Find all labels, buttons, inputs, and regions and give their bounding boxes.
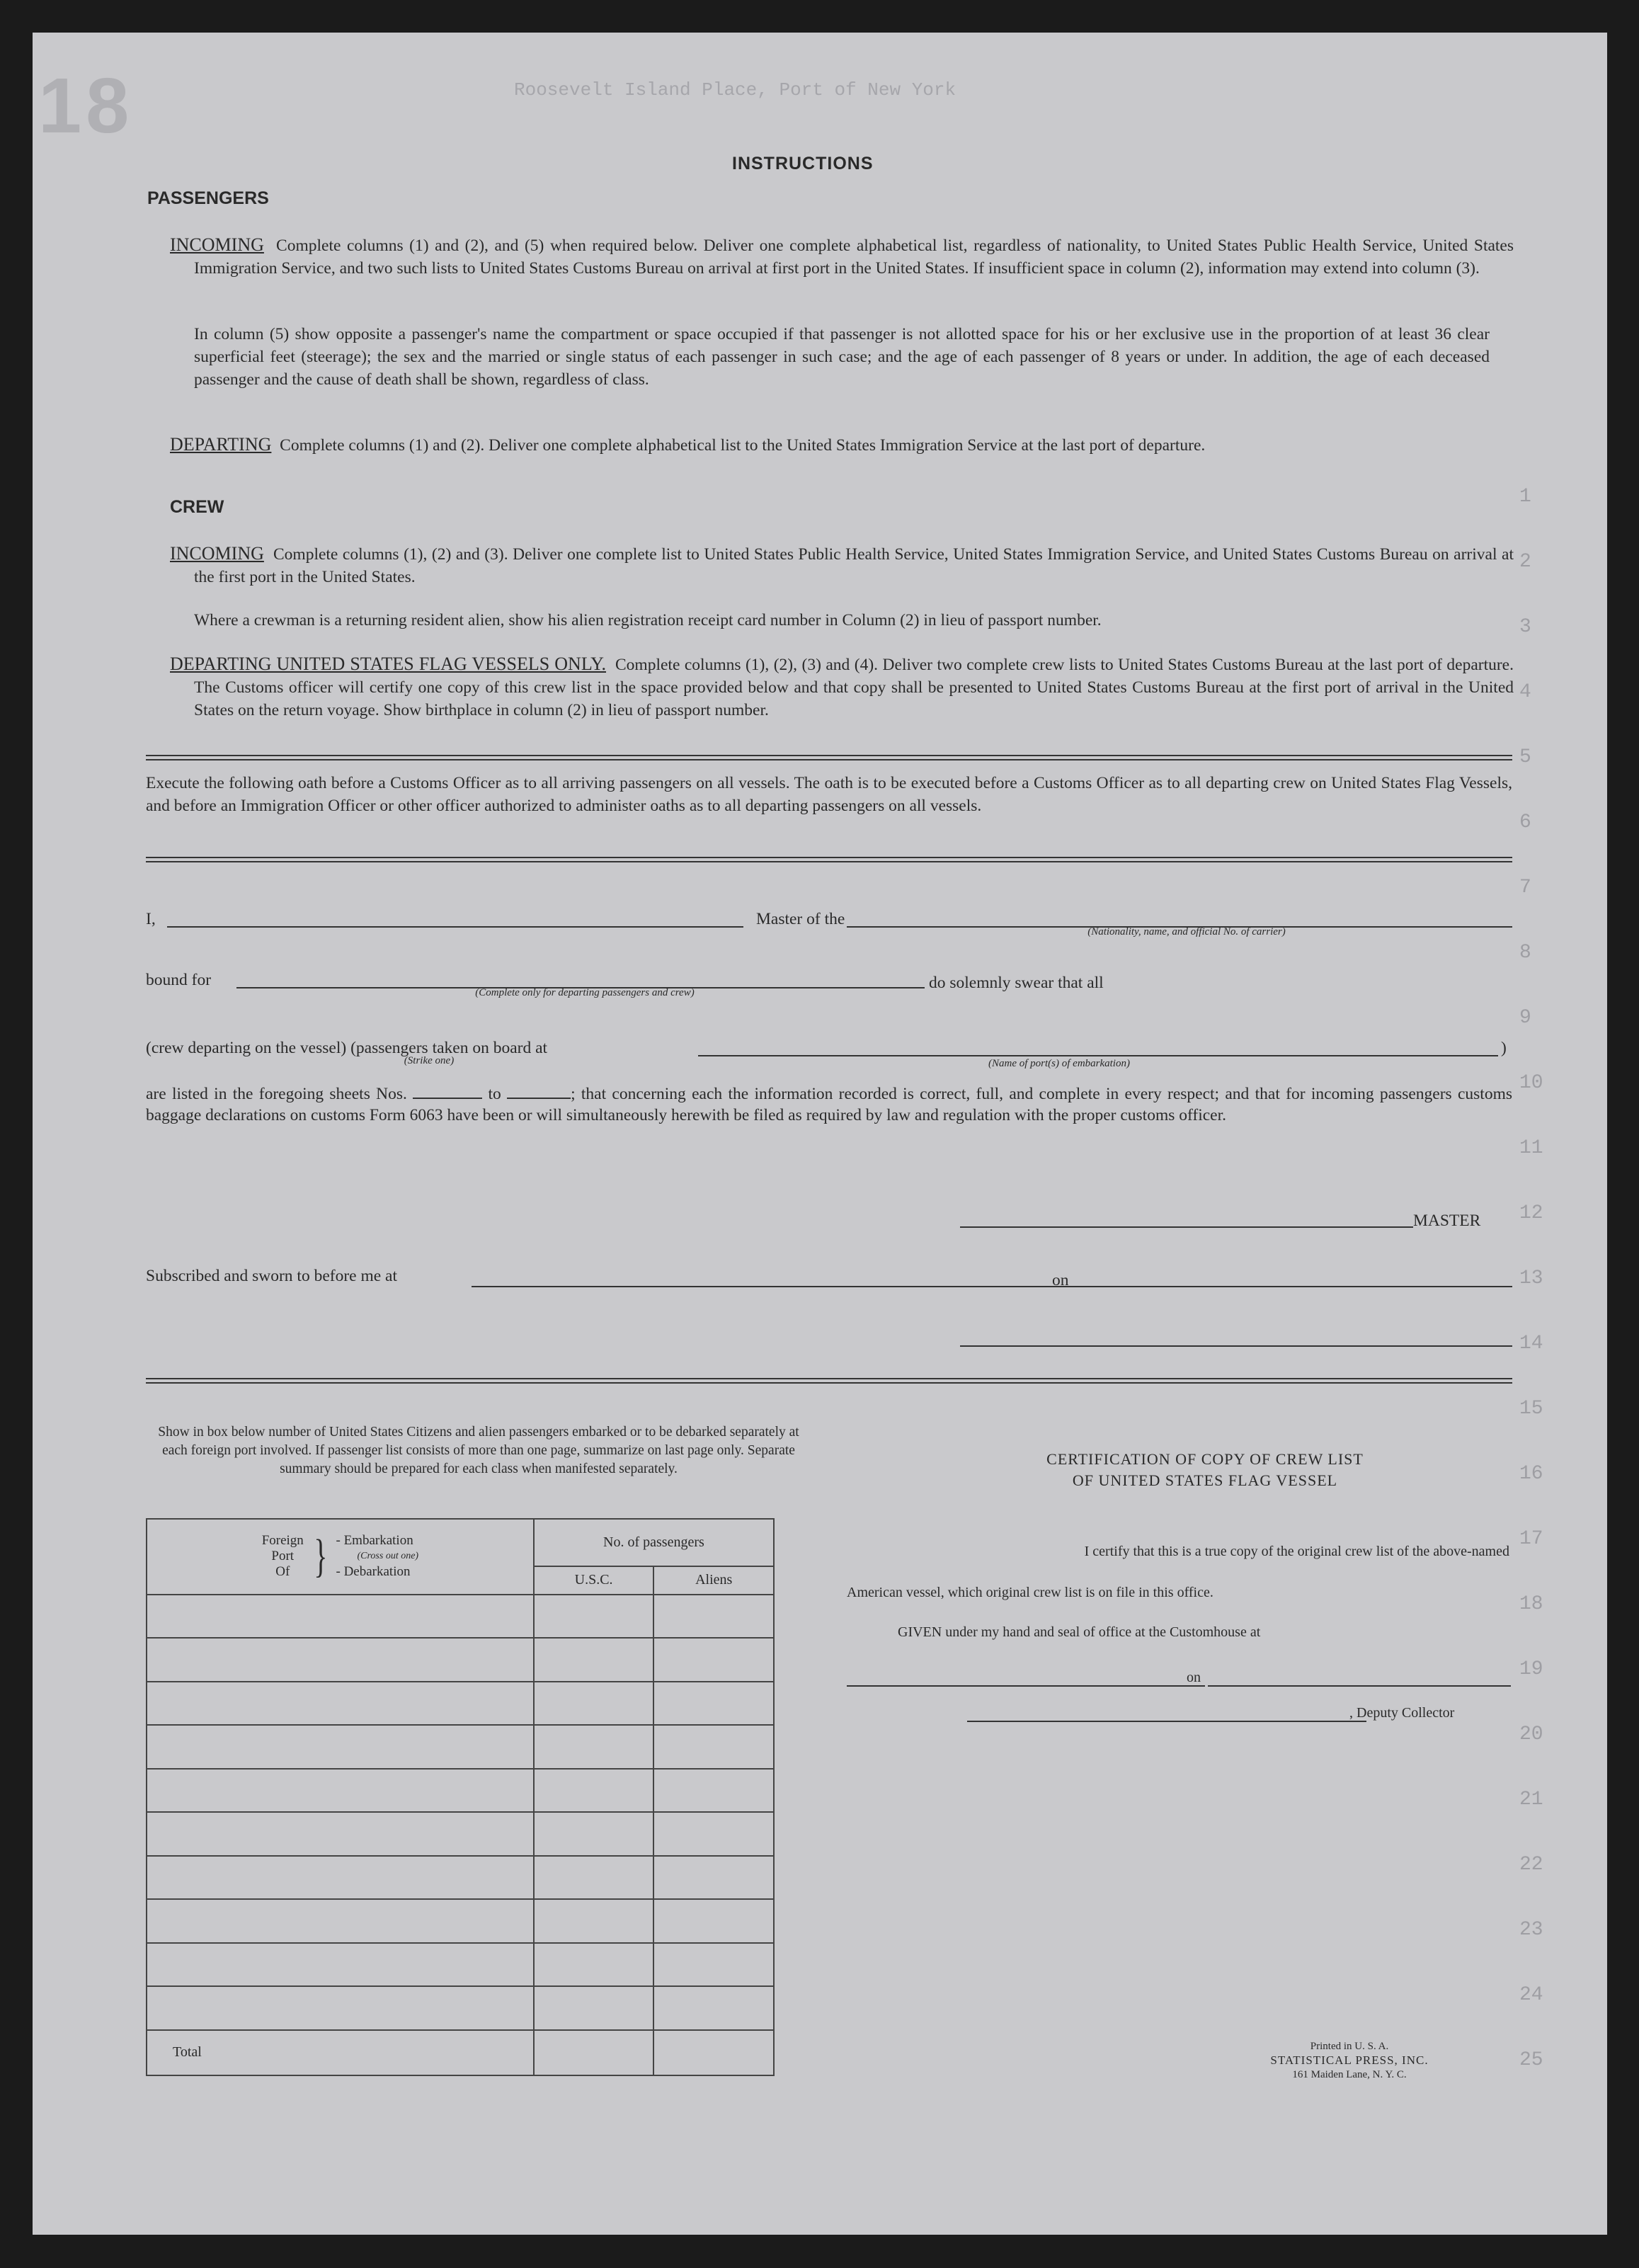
- deputy-collector-signature-field[interactable]: [967, 1699, 1366, 1722]
- passengers-header-cell: [534, 1519, 774, 1566]
- aliens-cell[interactable]: [653, 1986, 774, 2029]
- sheet-from-field[interactable]: [413, 1083, 482, 1099]
- departing-label: DEPARTING: [170, 434, 272, 455]
- usc-cell[interactable]: [534, 1856, 654, 1899]
- total-aliens-cell[interactable]: [653, 2030, 774, 2076]
- officer-signature-field[interactable]: [960, 1324, 1512, 1347]
- bleed-line-number: 4: [1519, 681, 1531, 703]
- ports-caption: (Name of port(s) of embarkation): [988, 1058, 1130, 1069]
- passengers-incoming-paragraph: [170, 234, 1514, 280]
- aliens-cell[interactable]: [653, 1899, 774, 1942]
- carrier-field[interactable]: [847, 905, 1512, 928]
- sheet-to-field[interactable]: [507, 1083, 571, 1099]
- crewman-paragraph: Where a crewman is a returning resident alien, show his alien registration receipt card number in Column (2) in lieu of passport number.: [194, 611, 1102, 629]
- bleed-line-number: 10: [1519, 1072, 1543, 1094]
- customhouse-field[interactable]: [847, 1664, 1205, 1687]
- listed-paragraph: [146, 1083, 1512, 1126]
- certification-title: [899, 1449, 1511, 1491]
- bleed-line-number: 1: [1519, 486, 1531, 508]
- summary-note: Show in box below number of United States Citizens and alien passengers embarked or to be debarked separately at each foreign port involved. If passenger list consists of more than one page, summarize on last page only. Separate summary should be prepared for each class when manifested separately.: [158, 1425, 799, 1476]
- usc-cell[interactable]: [534, 1725, 654, 1768]
- usc-cell[interactable]: [534, 1769, 654, 1812]
- incoming-text: Complete columns (1) and (2), and (5) when required below. Deliver one complete alphabetical list, regardless of nationality, to United States Public Health Service, United States Immigration Service, and two such lists to United States Customs Bureau on arrival at first port in the United States. If insufficient space in column (2), information may extend into column (3).: [194, 237, 1514, 278]
- master-label: MASTER: [1413, 1212, 1481, 1230]
- bound-for-caption: (Complete only for departing passengers and crew): [475, 987, 695, 998]
- listed-to-text: to: [488, 1085, 501, 1103]
- cross-out-label: (Cross out one): [357, 1551, 419, 1562]
- table-row: [147, 1943, 774, 1986]
- american-vessel-text: American vessel, which original crew list is on file in this office.: [847, 1585, 1213, 1600]
- bleed-line-number: 24: [1519, 1984, 1543, 2006]
- usc-cell[interactable]: [534, 1682, 654, 1725]
- master-signature-field[interactable]: [960, 1205, 1413, 1228]
- aliens-cell[interactable]: [653, 1682, 774, 1725]
- port-header-line1: Foreign: [261, 1533, 304, 1549]
- aliens-header: Aliens: [695, 1572, 733, 1588]
- crew-incoming-text: Complete columns (1), (2) and (3). Deliver one complete list to United States Public Health Service, United States Immigration Service, and United States Customs Bureau on arrival at the first port in the United States.: [194, 545, 1514, 586]
- aliens-cell[interactable]: [653, 1856, 774, 1899]
- aliens-header-cell: [653, 1566, 774, 1595]
- port-cell[interactable]: [147, 1812, 534, 1855]
- table-row: [147, 1595, 774, 1638]
- aliens-cell[interactable]: [653, 1943, 774, 1986]
- port-cell[interactable]: [147, 1725, 534, 1768]
- usc-cell[interactable]: [534, 1812, 654, 1855]
- printer-line3: 161 Maiden Lane, N. Y. C.: [1292, 2069, 1407, 2080]
- total-usc-cell[interactable]: [534, 2030, 654, 2076]
- port-cell[interactable]: [147, 1856, 534, 1899]
- printer-line1: Printed in U. S. A.: [1310, 2041, 1389, 2052]
- oath-intro: Execute the following oath before a Customs Officer as to all arriving passengers on all vessels. The oath is to be executed before a Customs Officer as to all departing crew on United States Flag Vessels, and before an Immigration Officer or other officer authorized to administer oaths as to all departing passengers on all vessels.: [146, 774, 1512, 815]
- swear-text: do solemnly swear that all: [929, 974, 1104, 992]
- table-row: [147, 1769, 774, 1812]
- bleed-line-number: 8: [1519, 942, 1531, 964]
- bleed-line-number: 15: [1519, 1398, 1543, 1420]
- port-cell[interactable]: [147, 1769, 534, 1812]
- usc-cell[interactable]: [534, 1943, 654, 1986]
- bleed-line-number: 16: [1519, 1463, 1543, 1485]
- table-row: [147, 1682, 774, 1725]
- embarkation-label: - Embarkation: [336, 1533, 413, 1549]
- bleed-line-number: 2: [1519, 551, 1531, 573]
- printer-line2: STATISTICAL PRESS, INC.: [1270, 2053, 1429, 2067]
- bleed-line-number: 21: [1519, 1789, 1543, 1811]
- bleed-line-number: 22: [1519, 1854, 1543, 1876]
- aliens-cell[interactable]: [653, 1638, 774, 1681]
- column5-paragraph: In column (5) show opposite a passenger's name the compartment or space occupied if that passenger is not allotted space for his or her exclusive use in the proportion of at least 36 clear superficial feet (steerage); the sex and the married or single status of each passenger in such case; and the age of each passenger of 8 years or under. In addition, the age of each deceased passenger and the cause of death shall be shown, regardless of class.: [194, 325, 1490, 389]
- port-header-line2: Port: [271, 1549, 295, 1564]
- summary-divider: [146, 1378, 1512, 1384]
- table-row: [147, 1725, 774, 1768]
- crew-incoming-label: INCOMING: [170, 543, 264, 564]
- form-sheet: [33, 33, 1607, 2235]
- table-row: [147, 1856, 774, 1899]
- passenger-summary-table: [146, 1518, 775, 2076]
- given-text: GIVEN under my hand and seal of office at the Customhouse at: [898, 1624, 1261, 1640]
- strike-caption: (Strike one): [404, 1055, 455, 1066]
- flag-vessels-label: DEPARTING UNITED STATES FLAG VESSELS ONLY.: [170, 654, 607, 674]
- port-cell[interactable]: [147, 1943, 534, 1986]
- crew-incoming-paragraph: [170, 542, 1514, 588]
- certify-text: I certify that this is a true copy of the original crew list of the above-named: [1084, 1544, 1509, 1559]
- subscribed-date-field[interactable]: [1076, 1265, 1512, 1287]
- port-header-line3: Of: [275, 1564, 290, 1580]
- table-row: [147, 1812, 774, 1855]
- oath-i-label: I,: [146, 910, 156, 928]
- table-row: [147, 1899, 774, 1942]
- bleed-line-number: 14: [1519, 1333, 1543, 1355]
- flag-vessels-paragraph: [170, 653, 1514, 722]
- bleed-line-number: 18: [1519, 1593, 1543, 1615]
- certification-title-line2: OF UNITED STATES FLAG VESSEL: [1072, 1471, 1338, 1489]
- certification-date-field[interactable]: [1208, 1664, 1511, 1687]
- bleed-line-number: 19: [1519, 1658, 1543, 1680]
- bound-for-field[interactable]: [236, 966, 925, 988]
- certification-title-line1: CERTIFICATION OF COPY OF CREW LIST: [1046, 1450, 1364, 1468]
- port-cell[interactable]: [147, 1682, 534, 1725]
- instructions-heading: INSTRUCTIONS: [732, 154, 874, 173]
- aliens-cell[interactable]: [653, 1812, 774, 1855]
- bleed-through-line: Roosevelt Island Place, Port of New York: [514, 79, 956, 101]
- departing-text: Complete columns (1) and (2). Deliver one complete alphabetical list to the United States Immigration Service at the last port of departure.: [280, 436, 1206, 455]
- aliens-cell[interactable]: [653, 1769, 774, 1812]
- certification-on-label: on: [1187, 1670, 1201, 1685]
- listed-text-a: are listed in the foregoing sheets Nos.: [146, 1085, 407, 1103]
- port-cell[interactable]: [147, 1986, 534, 2029]
- bleed-line-number: 23: [1519, 1919, 1543, 1941]
- master-of-label: Master of the: [756, 910, 845, 928]
- bleed-line-number: 13: [1519, 1267, 1543, 1289]
- bleed-line-number: 9: [1519, 1007, 1531, 1029]
- strike-text: (crew departing on the vessel) (passengers taken on board at: [146, 1039, 548, 1057]
- debarkation-label: - Debarkation: [336, 1564, 411, 1580]
- subscribed-label: Subscribed and sworn to before me at: [146, 1267, 398, 1285]
- total-label-cell: [147, 2030, 534, 2076]
- incoming-label: INCOMING: [170, 234, 264, 255]
- port-cell[interactable]: [147, 1899, 534, 1942]
- passengers-heading: PASSENGERS: [147, 188, 269, 208]
- usc-cell[interactable]: [534, 1986, 654, 2029]
- usc-cell[interactable]: [534, 1899, 654, 1942]
- usc-header: U.S.C.: [574, 1572, 613, 1588]
- subscribed-on-label: on: [1052, 1271, 1069, 1289]
- frame-number: 18: [38, 62, 134, 149]
- master-name-field[interactable]: [167, 905, 743, 928]
- close-paren: ): [1501, 1039, 1507, 1057]
- oath-divider: [146, 857, 1512, 862]
- subscribed-place-field[interactable]: [472, 1265, 1082, 1287]
- bound-for-label: bound for: [146, 971, 212, 989]
- bleed-line-number: 12: [1519, 1202, 1543, 1224]
- section-divider: [146, 755, 1512, 760]
- deputy-collector-label: , Deputy Collector: [1349, 1705, 1455, 1721]
- usc-cell[interactable]: [534, 1638, 654, 1681]
- port-cell[interactable]: [147, 1595, 534, 1638]
- aliens-cell[interactable]: [653, 1725, 774, 1768]
- total-label: Total: [173, 2044, 202, 2061]
- table-row: [147, 1638, 774, 1681]
- aliens-cell[interactable]: [653, 1595, 774, 1638]
- usc-cell[interactable]: [534, 1595, 654, 1638]
- bleed-line-number: 20: [1519, 1723, 1543, 1745]
- passengers-departing-paragraph: [170, 433, 1514, 457]
- brace-icon: }: [314, 1530, 328, 1583]
- listed-text-b: ; that concerning each the information recorded is correct, full, and complete in every respect; and that for incoming passengers customs baggage declarations on customs Form 6063 have been or will simultaneously herewith be filed as required by law and regulation with the proper customs officer.: [146, 1085, 1513, 1124]
- bleed-line-number: 11: [1519, 1137, 1543, 1159]
- bleed-line-number: 6: [1519, 811, 1531, 833]
- bleed-line-number: 25: [1519, 2049, 1543, 2071]
- printer-imprint: [1236, 2039, 1463, 2082]
- passengers-header: No. of passengers: [603, 1534, 704, 1550]
- port-header-cell: [147, 1519, 534, 1595]
- bleed-line-number: 17: [1519, 1528, 1543, 1550]
- crew-heading: CREW: [170, 497, 224, 517]
- bleed-line-number: 5: [1519, 746, 1531, 768]
- embarkation-ports-field[interactable]: [698, 1034, 1498, 1056]
- flag-vessels-text: Complete columns (1), (2), (3) and (4). Deliver two complete crew lists to United States Customs Bureau at the last port of departure. The Customs officer will certify one copy of this crew list in the space provided below and that copy shall be presented to United States Customs Bureau at the first port of arrival in the United States on the return voyage. Show birthplace in column (2) in lieu of passport number.: [194, 656, 1514, 719]
- port-cell[interactable]: [147, 1638, 534, 1681]
- bleed-line-number: 3: [1519, 616, 1531, 638]
- carrier-caption: (Nationality, name, and official No. of carrier): [1087, 926, 1286, 938]
- usc-header-cell: [534, 1566, 654, 1595]
- bleed-line-number: 7: [1519, 877, 1531, 899]
- table-row: [147, 1986, 774, 2029]
